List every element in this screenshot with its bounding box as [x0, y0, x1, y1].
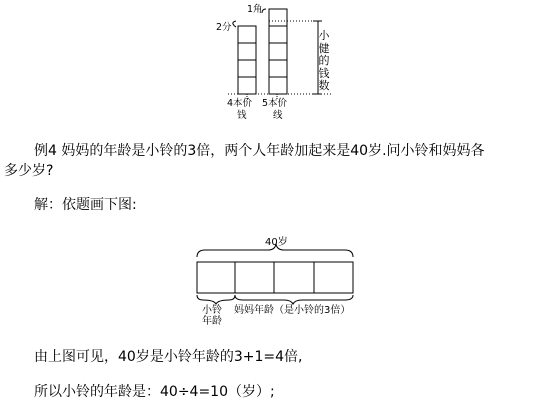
label-mom-age: 妈妈年龄（是小铃的3倍）	[234, 305, 351, 316]
label-4-books-price: 4本价	[227, 98, 253, 109]
conclusion-line-1: 由上图可见，40岁是小铃年龄的3+1=4倍,	[34, 349, 303, 365]
segment-box-1	[197, 262, 235, 293]
label-2fen: 2分	[216, 22, 232, 33]
total-age-label: 40岁	[265, 237, 288, 248]
solution-intro: 解：依题画下图:	[34, 197, 137, 213]
segment-box-3	[274, 262, 314, 293]
xiaoling-brace	[197, 295, 235, 304]
example-line-1: 例4 妈妈的年龄是小铃的3倍，两个人年龄加起来是40岁.问小铃和妈妈各	[34, 143, 485, 159]
segment-box-4	[314, 262, 353, 293]
label-5-books-sub: 线	[273, 110, 283, 121]
example-line-2: 多少岁?	[4, 163, 54, 179]
conclusion-line-2: 所以小铃的年龄是：40÷4=10（岁）;	[34, 384, 275, 400]
label-xiaoling-2: 年龄	[202, 316, 222, 327]
segment-box-2	[235, 262, 274, 293]
label-xiaoling-1: 小铃	[202, 305, 222, 316]
label-4-books-sub: 钱	[237, 110, 247, 121]
label-1jiao: 1角	[247, 4, 263, 15]
mom-brace	[235, 295, 353, 304]
label-5-books-price: 5本价	[262, 98, 288, 109]
side-label-xiaojian-money: 小健的钱数	[318, 29, 330, 92]
